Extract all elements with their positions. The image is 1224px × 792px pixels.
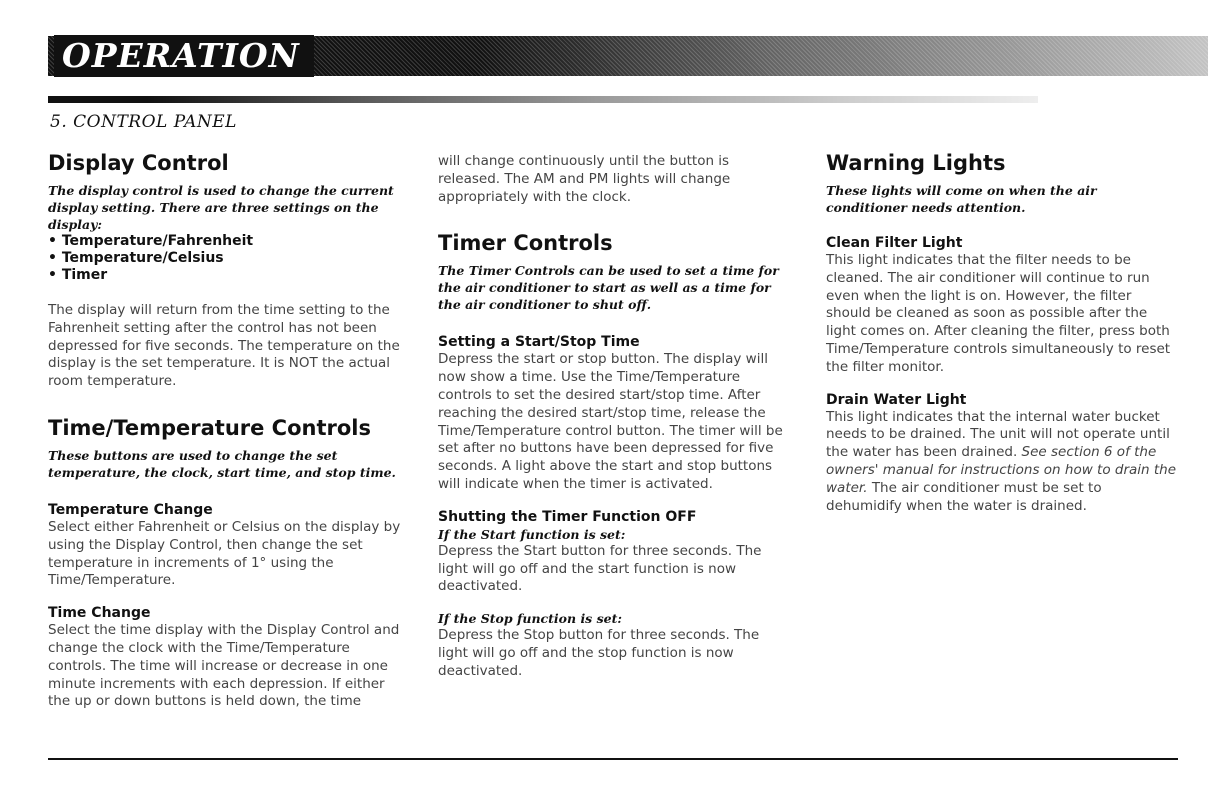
drain-water-body-a: This light indicates that the internal water bucket needs to be drained. The unit will not operate until the water has been drained. [826,408,1170,461]
footer-rule [48,758,1178,760]
shut-off-heading: Shutting the Timer Function OFF [438,508,697,525]
column-right [826,150,1178,515]
section-label: 5. CONTROL PANEL [50,112,237,132]
display-settings-list [48,233,403,284]
clean-filter-heading: Clean Filter Light [826,235,963,251]
list-item: • Temperature/Fahrenheit [48,233,403,250]
drain-water-reference: See section 6 of the owners' manual for instructions on how to drain the water. [826,444,1177,496]
display-control-lead: The display control is used to change the current display setting. There are three settings on the display: [48,183,394,232]
header-banner-fade [480,36,1208,76]
time-temperature-lead: These buttons are used to change the set temperature, the clock, start time, and stop time. [48,447,396,480]
temperature-change-body: Select either Fahrenheit or Celsius on the display by using the Display Control, then change the set temperature in increments of 1° using the Time/Temperature. [48,518,401,589]
start-function-body: Depress the Start button for three seconds. The light will go off and the start function is now deactivated. [438,542,762,595]
drain-water-heading: Drain Water Light [826,391,967,408]
clean-filter-body: This light indicates that the filter needs to be cleaned. The air conditioner will continue to run even when the light is on. However, the filter should be cleaned as soon as possible after the light comes on. After cleaning the filter, press both Time/Temperature controls simultaneously to reset the filter monitor. [826,252,1171,375]
drain-water-body [826,409,1178,516]
start-function-subheading: If the Start function is set: [438,526,626,542]
drain-water-body-b: The air conditioner must be set to dehumidify when the water is drained. [826,479,1102,514]
time-change-heading: Time Change [48,605,151,622]
time-temperature-heading: Time/Temperature Controls [48,415,371,440]
stop-function-subheading: If the Stop function is set: [438,611,622,627]
warning-lights-heading: Warning Lights [826,151,1006,175]
list-item: • Timer [48,267,403,284]
temperature-change-heading: Temperature Change [48,501,213,518]
warning-lights-lead: These lights will come on when the air conditioner needs attention. [826,183,1097,215]
timer-controls-heading: Timer Controls [438,231,613,256]
page-title: OPERATION [54,35,314,77]
column-left [48,150,403,711]
start-stop-heading: Setting a Start/Stop Time [438,334,640,351]
header-rule [48,96,1038,103]
column-middle [438,153,788,681]
list-item: • Temperature/Celsius [48,250,403,267]
time-change-body: Select the time display with the Display Control and change the clock with the Time/Temperature controls. The time will increase or decrease in one minute increments with each depression. If either the up or down buttons is held down, the time [48,622,400,710]
timer-controls-lead: The Timer Controls can be used to set a time for the air conditioner to start as well as a time for the air conditioner to shut off. [438,263,779,313]
display-control-body: The display will return from the time setting to the Fahrenheit setting after the control has not been depressed for five seconds. The temperature on the display is the set temperature. It is NOT the actual room temperature. [48,302,400,390]
start-stop-body: Depress the start or stop button. The display will now show a time. Use the Time/Temperature controls to set the desired start/stop time. After reaching the desired start/stop time, release the Time/Temperature control button. The timer will be set after no buttons have been depressed for five seconds. A light above the start and stop buttons will indicate when the timer is activated. [438,351,783,492]
display-control-heading: Display Control [48,151,229,175]
time-change-continued: will change continuously until the button is released. The AM and PM lights will change appropriately with the clock. [438,153,731,205]
stop-function-body: Depress the Stop button for three seconds. The light will go off and the stop function is now deactivated. [438,627,760,679]
